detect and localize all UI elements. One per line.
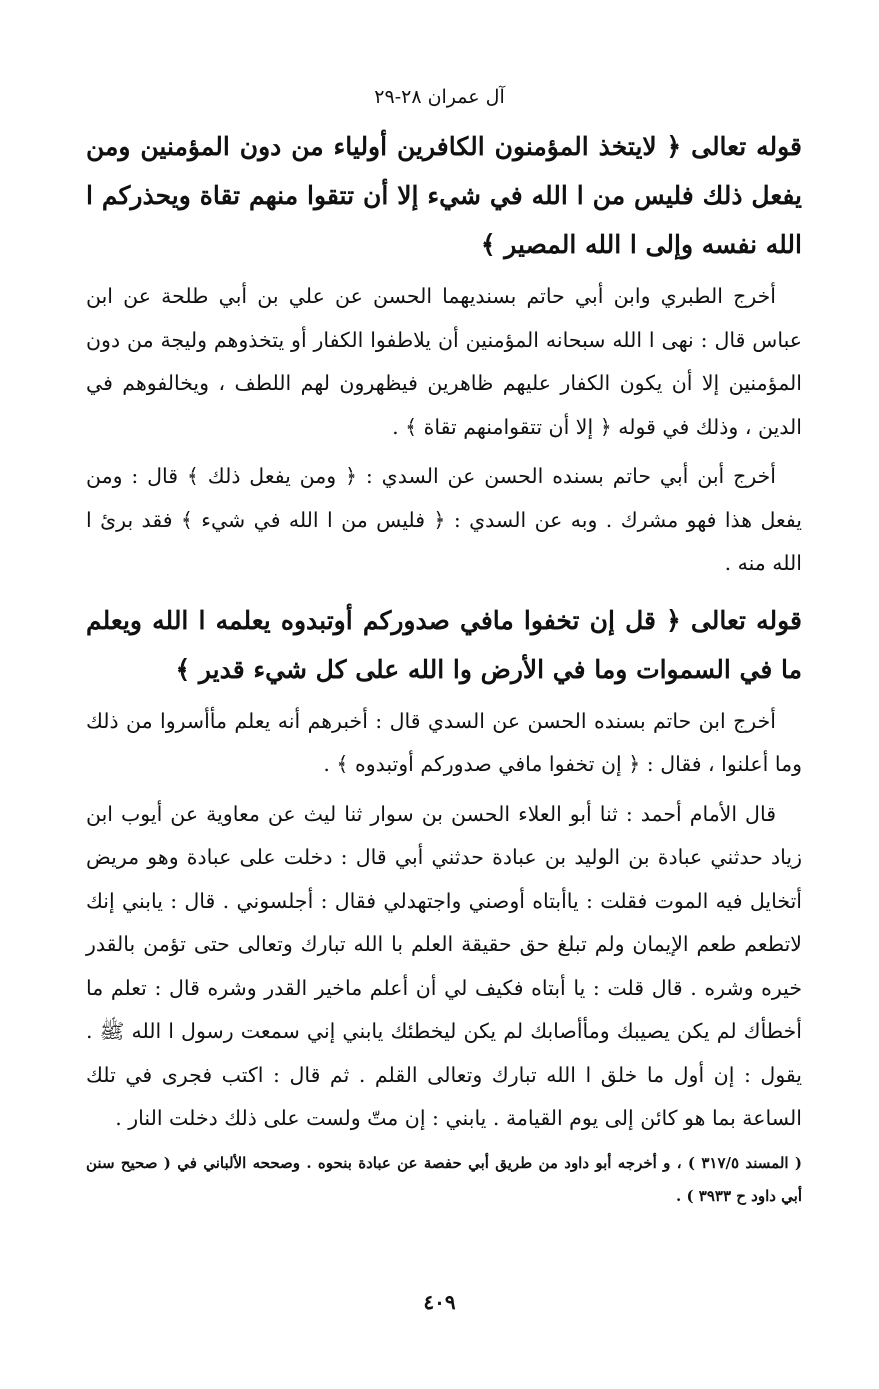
running-header: آل عمران ٢٨-٢٩ xyxy=(374,86,505,108)
footnote: ( المسند ٣١٧/٥ ) ، و أخرجه أبو داود من طريق أبي حفصة عن عبادة بنحوه . وصححه الألباني في ( صحيح سنن أبي داود ح ٣٩٣٣ ) . xyxy=(86,1153,802,1205)
page-number: ٤٠٩ xyxy=(423,1290,456,1314)
verse-heading-1: قوله تعالى ﴿ لايتخذ المؤمنون الكافرين أولياء من دون المؤمنين ومن يفعل ذلك فليس من ا الله في شيء إلا أن تتقوا منهم تقاة ويحذركم ا الله نفسه وإلى ا الله المصير ﴾ xyxy=(86,132,802,259)
commentary-paragraph-1: أخرج الطبري وابن أبي حاتم بسنديهما الحسن عن علي بن أبي طلحة عن ابن عباس قال : نهى ا الله سبحانه المؤمنين أن يلاطفوا الكفار أو يتخذوهم وليجة من دون المؤمنين إلا أن يكون الكفار عليهم ظاهرين فيظهرون لهم اللطف ، ويخالفوهم في الدين ، وذلك في قوله ﴿ إلا أن تتقوامنهم تقاة ﴾ . xyxy=(86,284,802,439)
verse-heading-2: قوله تعالى ﴿ قل إن تخفوا مافي صدوركم أوتبدوه يعلمه ا الله ويعلم ما في السموات وما في الأرض وا الله على كل شيء قدير ﴾ xyxy=(86,605,802,684)
commentary-paragraph-2: أخرج أبن أبي حاتم بسنده الحسن عن السدي : ﴿ ومن يفعل ذلك ﴾ قال : ومن يفعل هذا فهو مشرك . وبه عن السدي : ﴿ فليس من ا الله في شيء ﴾ فقد برئ ا الله منه . xyxy=(86,464,802,575)
page-body xyxy=(86,122,802,1213)
commentary-paragraph-3: أخرج ابن حاتم بسنده الحسن عن السدي قال : أخبرهم أنه يعلم مأأسروا من ذلك وما أعلنوا ، فقال : ﴿ إن تخفوا مافي صدوركم أوتبدوه ﴾ . xyxy=(86,708,802,776)
hadith-paragraph: قال الأمام أحمد : ثنا أبو العلاء الحسن بن سوار ثنا ليث عن معاوية عن أيوب ابن زياد حدثني عبادة بن الوليد بن عبادة حدثني أبي قال : دخلت على عبادة وهو مريض أتخايل فيه الموت فقلت : ياأبتاه أوصني واجتهدلي فقال : أجلسوني . قال : يابني إنك لاتطعم طعم الإيمان ولم تبلغ حق حقيقة العلم با الله تبارك وتعالى حتى تؤمن بالقدر خيره وشره . قال قلت : يا أبتاه فكيف لي أن أعلم ماخير القدر وشره قال : تعلم ما أخطأك لم يكن يصيبك ومأأصابك لم يكن ليخطئك يابني إني سمعت رسول ا الله ﷺ . يقول : إن أول ما خلق ا الله تبارك وتعالى القلم . ثم قال : اكتب فجرى في تلك الساعة بما هو كائن إلى يوم القيامة . يابني : إن متّ ولست على ذلك دخلت النار . xyxy=(86,801,802,1130)
